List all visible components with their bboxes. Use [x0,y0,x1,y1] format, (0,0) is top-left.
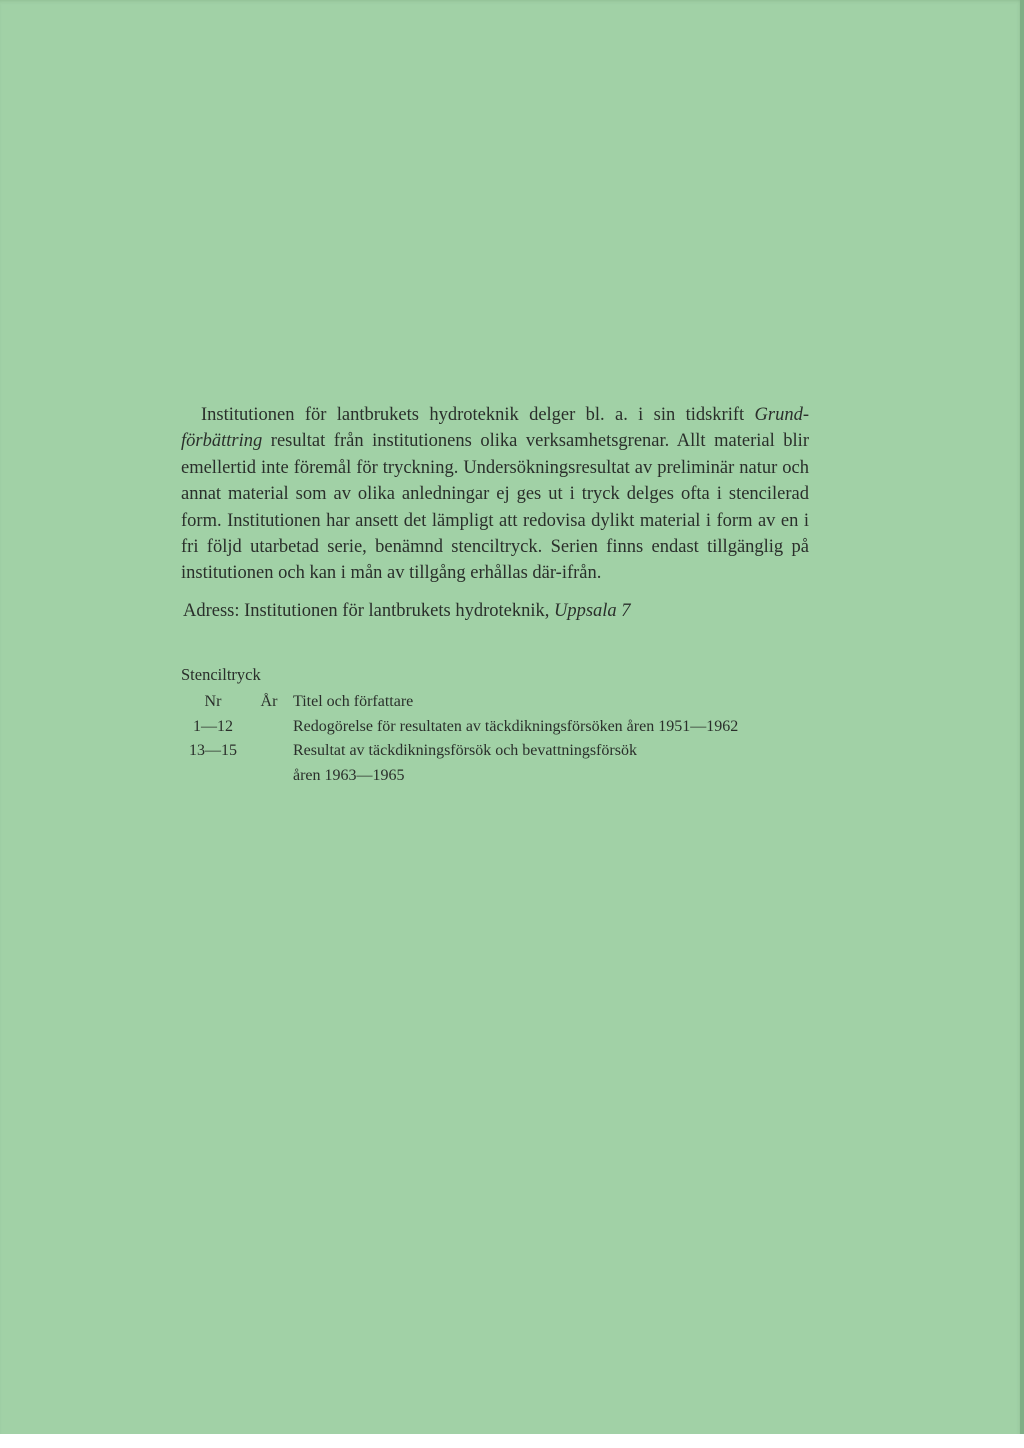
address-line [181,598,809,624]
document-body [181,402,809,788]
row-title-line: åren 1963—1965 [293,766,405,784]
stenciltryck-table [181,690,738,788]
address-label: Adress: Institutionen för lantbrukets hydroteknik, [183,600,554,621]
table-header-row [181,690,738,715]
row-title-line: Redogörelse för resultaten av täckdikningsförsöken åren 1951—1962 [293,717,739,735]
intro-text-rest: resultat från institutionens olika verksamhetsgrenar. Allt material blir emellertid inte föremål för tryckning. Undersökningsresultat av preliminär natur och annat material som av olika anledningar ej ges ut i tryck delges ofta i stencilerad form. Institutionen har ansett det lämpligt att redovisa dylikt material i form av en i fri följd utarbetad serie, benämnd stenciltryck. Serien finns endast tillgänglig på institutionen och kan i mån av tillgång erhållas där-ifrån. [181,431,809,584]
row-title-line: Resultat av täckdikningsförsök och bevattningsförsök [293,742,637,760]
journal-title: Grund-förbättring [181,405,809,452]
row-year [245,715,293,740]
header-year: År [260,693,278,711]
intro-paragraph [181,402,809,587]
row-title [293,739,738,788]
table-row [181,739,738,788]
table-row [181,715,738,740]
row-nr: 1—12 [193,717,233,735]
address-city: Uppsala 7 [553,600,631,621]
row-nr: 13—15 [189,742,237,760]
intro-text-start: Institutionen för lantbrukets hydroteknik delger bl. a. i sin tidskrift [201,405,755,425]
row-year [245,739,293,788]
series-title: Stenciltryck [181,665,261,685]
scan-margin [0,1434,1024,1448]
row-title [293,715,738,740]
header-title: Titel och författare [293,693,414,711]
page-right-edge [1020,0,1024,1448]
header-nr: Nr [204,693,222,711]
